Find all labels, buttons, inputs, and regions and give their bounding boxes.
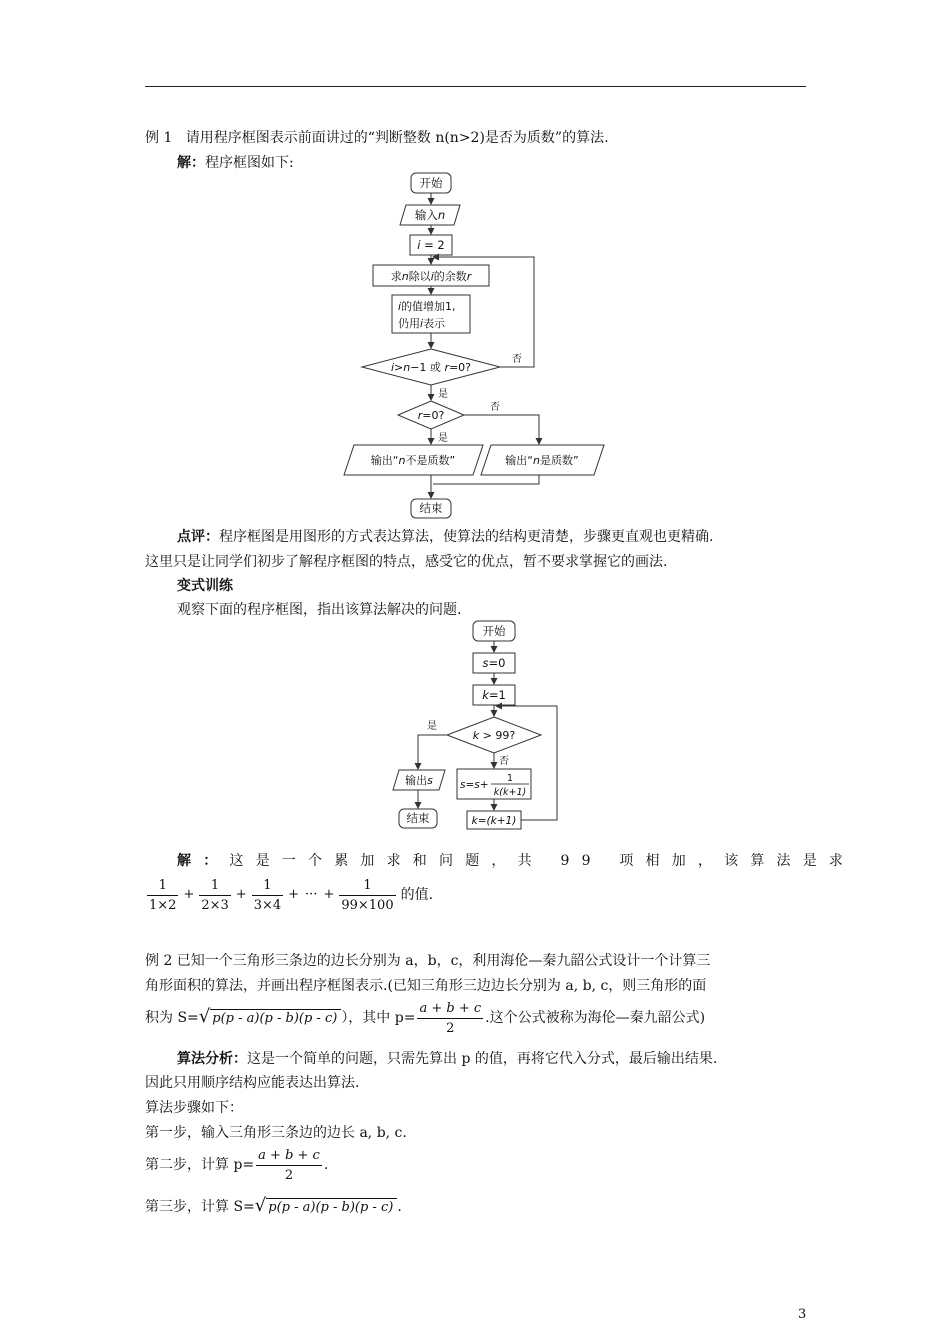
- s-update-label: s=s+: [460, 779, 489, 791]
- output-s-label: 输出s: [405, 774, 433, 787]
- comment-line2: 这里只是让同学们初步了解程序框图的特点，感受它的优点，暂不要求掌握它的画法.: [145, 554, 668, 570]
- example1-statement: 例 1 请用程序框图表示前面讲过的“判断整数 n(n>2)是否为质数”的算法.: [145, 130, 609, 146]
- yes2-label: 是: [438, 433, 448, 444]
- heron-sqrt: √ p(p - a)(p - b)(p - c): [199, 1008, 342, 1028]
- condition1-label: i>n−1 或 r=0?: [390, 361, 472, 374]
- k-condition-label: k > 99?: [472, 729, 516, 742]
- s-update-num: 1: [506, 773, 514, 784]
- analysis-line1: 算法分析：这是一个简单的问题，只需先算出 p 的值，再将它代入分式，最后输出结果.: [177, 1051, 718, 1067]
- end-label-2: 结束: [406, 811, 430, 825]
- end-label: 结束: [419, 501, 443, 515]
- step3: 第三步，计算 S= √ p(p - a)(p - b)(p - c) .: [145, 1195, 402, 1216]
- remainder-label: 求n除以i的余数r: [390, 270, 472, 283]
- variant-question: 观察下面的程序框图，指出该算法解决的问题.: [177, 602, 462, 618]
- increment-label-1: i的值增加1,: [398, 300, 456, 313]
- no1-label: 否: [512, 354, 522, 365]
- header-rule: [145, 86, 806, 87]
- steps-title: 算法步骤如下：: [145, 1100, 243, 1116]
- step1: 第一步，输入三角形三条边的边长 a, b, c.: [145, 1125, 407, 1141]
- k-inc-label: k=(k+1): [471, 815, 517, 827]
- yes1-label: 是: [438, 389, 448, 400]
- page-number: 3: [798, 1307, 807, 1322]
- input-label: 输入n: [414, 208, 446, 222]
- series-term-3: $\frac{1}{3\times 4}$: [253, 877, 282, 913]
- comment-line1: 点评：程序框图是用图形的方式表达算法，使算法的结构更清楚，步骤更直观也更精确.: [177, 529, 714, 545]
- increment-label-2: 仍用i表示: [398, 317, 446, 330]
- start-label-2: 开始: [482, 624, 506, 638]
- series-term-4: $\frac{1}{99\times 100}$: [341, 877, 394, 913]
- output-not-prime-label: 输出“n不是质数”: [370, 454, 456, 467]
- yes-label-2: 是: [427, 721, 437, 732]
- step2: 第二步，计算 p= $\frac{a + b + c}{2}$ .: [145, 1147, 329, 1183]
- s-init-label: s=0: [482, 656, 506, 670]
- series-term-1: $\frac{1}{1\times 2}$: [149, 877, 177, 913]
- solution2-line1: 解：这是一个累加求和问题，共 99 项相加，该算法是求: [177, 853, 856, 869]
- example1-solution-intro: 解：程序框图如下:: [177, 155, 294, 171]
- analysis-line2: 因此只用顺序结构应能表达出算法.: [145, 1075, 360, 1091]
- example2-line2: 角形面积的算法，并画出程序框图表示.(已知三角形三边边长分别为 a, b, c，则三角形的面: [145, 978, 707, 994]
- flowchart-sum: [385, 618, 565, 844]
- example2-line3: 积为 S= √ p(p - a)(p - b)(p - c) ），其中 p= $\frac{a + b + c}{2}$ .这个公式被称为海伦—秦九韶公式): [145, 1000, 706, 1036]
- condition2-label: r=0?: [417, 409, 445, 422]
- start-label: 开始: [419, 176, 443, 190]
- flowchart-prime: [340, 168, 610, 520]
- step3-sqrt: √ p(p - a)(p - b)(p - c): [255, 1197, 398, 1217]
- no2-label: 否: [490, 402, 500, 413]
- series-term-2: $\frac{1}{2\times 3}$: [201, 877, 229, 913]
- variant-title: 变式训练: [177, 578, 233, 594]
- solution2-series: $\frac{1}{1\times 2}$ + $\frac{1}{2\times 3}$ + $\frac{1}{3\times 4}$ + ··· + $\frac{1}{99\times 100}$ 的值.: [149, 877, 434, 913]
- s-update-den: k(k+1): [493, 787, 527, 798]
- k-init-label: k=1: [482, 688, 506, 702]
- step2-fraction: $\frac{a + b + c}{2}$: [258, 1147, 320, 1183]
- p-fraction: $\frac{a + b + c}{2}$: [419, 1000, 482, 1036]
- output-prime-label: 输出“n是质数”: [505, 454, 579, 467]
- init-i-label: i = 2: [417, 238, 445, 252]
- no-label-2: 否: [499, 756, 509, 767]
- example2-line1: 例 2 已知一个三角形三条边的边长分别为 a，b，c，利用海伦—秦九韶公式设计一个计算三: [145, 953, 711, 969]
